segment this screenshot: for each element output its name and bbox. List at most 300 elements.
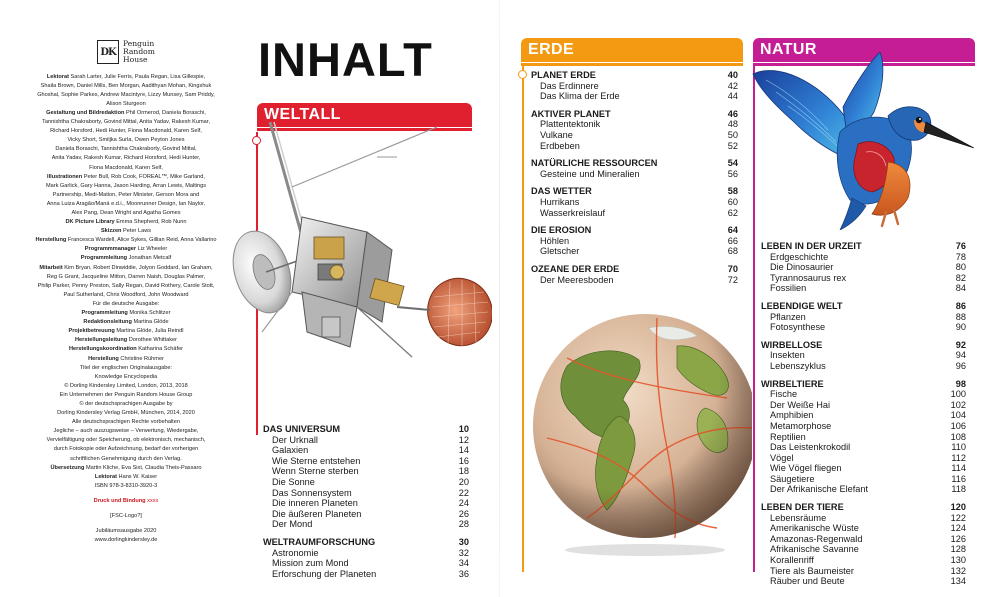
toc-page-number: 56 bbox=[727, 168, 738, 179]
imprint-line-label: Skizzen bbox=[100, 228, 122, 235]
toc-entry-title: Metamorphose bbox=[770, 420, 832, 431]
toc-page-number: 50 bbox=[727, 129, 738, 140]
toc-entry[interactable] bbox=[761, 262, 966, 273]
toc-entry-title: Amerikanische Wüste bbox=[770, 523, 859, 534]
toc-entry[interactable] bbox=[761, 442, 966, 453]
imprint-line bbox=[0, 364, 252, 373]
imprint-credits bbox=[0, 73, 252, 491]
imprint-line-text: Ein Unternehmen der Penguin Random House Group bbox=[59, 391, 193, 398]
toc-page-number: 46 bbox=[727, 108, 738, 119]
toc-chapter-title: WIRBELLOSE bbox=[761, 339, 823, 350]
toc-chapter-title: NATÜRLICHE RESSOURCEN bbox=[531, 158, 658, 169]
imprint-line-text: Martin Kliche, Eva Sixt, Claudia Theis-Passaro bbox=[85, 464, 202, 471]
imprint-line bbox=[0, 91, 252, 100]
toc-chapter-title: OZEANE DER ERDE bbox=[531, 263, 620, 274]
toc-group bbox=[761, 241, 966, 294]
toc-entry-title: Das Klima der Erde bbox=[540, 91, 620, 102]
toc-entry-title: Der Meeresboden bbox=[540, 274, 614, 285]
ring-marker-icon bbox=[518, 70, 527, 79]
imprint-line-label: DK Picture Library bbox=[65, 219, 115, 226]
toc-chapter-title: WIRBELTIERE bbox=[761, 378, 824, 389]
imprint-line bbox=[0, 409, 252, 418]
toc-entry[interactable] bbox=[263, 509, 469, 520]
toc-page-number: 60 bbox=[727, 196, 738, 207]
imprint-line bbox=[0, 236, 252, 245]
toc-chapter-entry[interactable] bbox=[531, 109, 738, 120]
fsc-placeholder: [FSC-Logo?] bbox=[110, 513, 142, 520]
toc-entry-title: Das Leistenkrokodil bbox=[770, 442, 851, 453]
imprint-line bbox=[0, 382, 252, 391]
toc-chapter-entry[interactable] bbox=[531, 158, 738, 169]
toc-entry-title: Fossilien bbox=[770, 283, 807, 294]
toc-entry[interactable] bbox=[761, 350, 966, 361]
toc-page-number: 102 bbox=[950, 399, 966, 410]
toc-entry[interactable] bbox=[531, 275, 738, 286]
toc-entry[interactable] bbox=[263, 519, 469, 530]
imprint-column bbox=[0, 40, 252, 545]
toc-chapter-entry[interactable] bbox=[761, 340, 966, 351]
toc-entry-title: Fotosynthese bbox=[770, 322, 826, 333]
imprint-line-text: Titel der englischen Originalausgabe: bbox=[79, 364, 173, 371]
toc-entry[interactable] bbox=[531, 141, 738, 152]
toc-chapter-entry[interactable] bbox=[531, 264, 738, 275]
toc-entry[interactable] bbox=[761, 400, 966, 411]
toc-entry-title: Der Urknall bbox=[272, 434, 318, 445]
toc-entry[interactable] bbox=[761, 534, 966, 545]
toc-entry-title: Amphibien bbox=[770, 410, 814, 421]
imprint-line-text: Dorling Kindersley Verlag GmbH, München, 2014, 2020 bbox=[57, 410, 195, 417]
toc-entry-title: Das Erdinnere bbox=[540, 80, 599, 91]
publisher-logo bbox=[0, 40, 252, 65]
imprint-line-text: Anna Luiza Aragão/Maná e.d.i., Moonrunner Design, Ian Naylor, bbox=[46, 200, 206, 207]
imprint-line bbox=[0, 300, 252, 309]
toc-entry-title: Pflanzen bbox=[770, 311, 806, 322]
toc-page-number: 100 bbox=[950, 389, 966, 400]
imprint-line bbox=[0, 464, 252, 473]
toc-chapter-entry[interactable] bbox=[531, 225, 738, 236]
imprint-line bbox=[0, 254, 252, 263]
penguin-random-house-wordmark: Penguin Random House bbox=[123, 39, 155, 65]
imprint-line-label: Herstellung bbox=[88, 355, 119, 362]
toc-page-number: 90 bbox=[955, 322, 966, 333]
toc-page-number: 58 bbox=[727, 186, 738, 197]
toc-page-number: 116 bbox=[951, 473, 966, 484]
imprint-line-text: schriftlichen Genehmigung durch den Verlag. bbox=[70, 455, 182, 462]
toc-entry-title: Erdgeschichte bbox=[770, 251, 829, 262]
imprint-line-text: Francesca Wardell, Alice Sykes, Gillian Reid, Anna Vallarino bbox=[67, 237, 217, 244]
imprint-line bbox=[0, 345, 252, 354]
toc-page-number: 114 bbox=[951, 463, 966, 474]
toc-page-number: 30 bbox=[458, 536, 469, 547]
toc-chapter-title: LEBEN DER TIERE bbox=[761, 502, 844, 513]
toc-page-number: 88 bbox=[955, 311, 966, 322]
toc-entry[interactable] bbox=[761, 361, 966, 372]
imprint-line-text: Katharina Schäfer bbox=[138, 346, 184, 353]
imprint-line-label: Programmleitung bbox=[80, 255, 128, 262]
imprint-line bbox=[0, 182, 252, 191]
toc-group bbox=[263, 424, 469, 530]
toc-page-number: 24 bbox=[458, 498, 469, 509]
dk-logo-icon: DK bbox=[97, 40, 119, 64]
imprint-line-text: Richard Horsford, Hedi Hunter, Fiona Macdonald, Karen Self, bbox=[50, 128, 202, 135]
toc-entry-title: Der Mond bbox=[272, 519, 313, 530]
imprint-line-text: Shaila Brown, Daniel Mills, Ben Morgan, Aadithyan Mohan, Kingshuk bbox=[40, 82, 212, 89]
imprint-line-text: Mark Garlick, Gary Hanna, Jason Harding, Arran Lewis, Maltings bbox=[45, 182, 207, 189]
toc-entry[interactable] bbox=[263, 445, 469, 456]
toc-weltall bbox=[263, 424, 469, 586]
toc-entry-title: Afrikanische Savanne bbox=[770, 544, 859, 555]
imprint-line-label: Lektorat bbox=[94, 473, 117, 480]
imprint-line-text: Dorothee Whittaker bbox=[128, 337, 177, 344]
imprint-line-text: Anita Yadav, Rakesh Kumar, Richard Horsford, Hedi Hunter, bbox=[51, 155, 201, 162]
imprint-line-text: Fiona Macdonald, Karen Self, bbox=[89, 164, 163, 171]
toc-group bbox=[531, 264, 738, 285]
section-header-natur: NATUR bbox=[753, 38, 975, 62]
toc-entry-title: Die inneren Planeten bbox=[272, 498, 358, 509]
toc-page-number: 34 bbox=[458, 558, 469, 569]
imprint-line bbox=[0, 482, 252, 491]
toc-entry[interactable] bbox=[761, 453, 966, 464]
toc-entry[interactable] bbox=[761, 566, 966, 577]
toc-entry-title: Die Sonne bbox=[272, 476, 315, 487]
toc-entry[interactable] bbox=[761, 576, 966, 587]
toc-entry[interactable] bbox=[761, 544, 966, 555]
imprint-line bbox=[0, 245, 252, 254]
imprint-line bbox=[0, 82, 252, 91]
toc-entry[interactable] bbox=[263, 498, 469, 509]
earth-globe-illustration bbox=[527, 288, 752, 558]
toc-chapter-entry[interactable] bbox=[531, 70, 738, 81]
imprint-line-label: Programmleitung bbox=[81, 310, 128, 317]
toc-entry[interactable] bbox=[531, 130, 738, 141]
imprint-line bbox=[0, 318, 252, 327]
toc-entry[interactable] bbox=[531, 246, 738, 257]
toc-entry[interactable] bbox=[761, 513, 966, 524]
toc-entry-title: Amazonas-Regenwald bbox=[770, 533, 863, 544]
toc-page-number: 48 bbox=[727, 119, 738, 130]
kingfisher-illustration bbox=[748, 52, 976, 230]
toc-entry-title: Korallenriff bbox=[770, 555, 814, 566]
imprint-line-text: Jegliche – auch auszugsweise – Verwertung, Wiedergabe, bbox=[53, 428, 199, 435]
toc-entry-title: Säugetiere bbox=[770, 473, 815, 484]
toc-chapter-entry[interactable] bbox=[761, 301, 966, 312]
imprint-line-text: Reg G Grant, Jacqueline Mitton, Darren Naish, Douglas Palmer, bbox=[46, 273, 206, 280]
toc-page-number: 52 bbox=[727, 140, 738, 151]
toc-page-number: 108 bbox=[950, 431, 966, 442]
toc-page-number: 68 bbox=[727, 246, 738, 257]
imprint-line-text: durch Fotokopie oder Aufzeichnung, bedarf der vorherigen bbox=[53, 446, 199, 453]
toc-entry-title: Astronomie bbox=[272, 547, 319, 558]
toc-entry-title: Wie Vögel fliegen bbox=[770, 463, 842, 474]
toc-entry-title: Insekten bbox=[770, 350, 805, 361]
toc-page-number: 94 bbox=[955, 350, 966, 361]
imprint-line bbox=[0, 355, 252, 364]
imprint-line-label: Gestaltung und Bildredaktion bbox=[46, 109, 125, 116]
toc-page-number: 128 bbox=[950, 544, 966, 555]
imprint-line-text: Martina Glöde, Julia Reindl bbox=[116, 328, 184, 335]
toc-entry[interactable] bbox=[531, 236, 738, 247]
toc-entry[interactable] bbox=[263, 466, 469, 477]
print-credit: Druck und Bindung xxxx bbox=[93, 497, 159, 504]
toc-entry-title: Der Weiße Hai bbox=[770, 399, 831, 410]
section-rule-erde bbox=[522, 66, 524, 572]
toc-entry[interactable] bbox=[531, 169, 738, 180]
toc-page-number: 84 bbox=[955, 283, 966, 294]
imprint-line-label: Illustrationen bbox=[47, 173, 83, 180]
toc-group bbox=[761, 502, 966, 587]
toc-entry[interactable] bbox=[263, 435, 469, 446]
toc-page-number: 118 bbox=[951, 484, 966, 495]
toc-page-number: 134 bbox=[950, 576, 966, 587]
toc-group bbox=[761, 340, 966, 372]
toc-entry[interactable] bbox=[531, 208, 738, 219]
imprint-line-text: Vicky Short, Smiljka Surla, Owen Peyton Jones bbox=[67, 137, 185, 144]
toc-page-number: 40 bbox=[727, 70, 738, 80]
imprint-line-text: Hans W. Kaiser bbox=[118, 473, 158, 480]
toc-page-number: 110 bbox=[951, 442, 966, 453]
toc-entry-title: Wie Sterne entstehen bbox=[272, 455, 361, 466]
imprint-line-text: Emma Shepherd, Rob Nunn bbox=[116, 219, 187, 226]
imprint-line-text: Sarah Larter, Julie Ferris, Paula Regan, Lisa Gillespie, bbox=[70, 73, 206, 80]
toc-entry[interactable] bbox=[263, 558, 469, 569]
imprint-line bbox=[0, 73, 252, 82]
toc-entry[interactable] bbox=[761, 273, 966, 284]
page-gutter bbox=[499, 0, 500, 597]
website-link[interactable]: www.dorlingkindersley.de bbox=[94, 537, 158, 544]
imprint-line bbox=[0, 164, 252, 173]
toc-page-number: 80 bbox=[955, 262, 966, 273]
toc-chapter-title: LEBEN IN DER URZEIT bbox=[761, 241, 862, 251]
imprint-line-text: Daniela Boraschi, Tannishtha Chakraborty, Govind Mittal, bbox=[55, 146, 197, 153]
imprint-line-label: Redaktionsleitung bbox=[83, 319, 132, 326]
toc-entry[interactable] bbox=[263, 569, 469, 580]
imprint-line bbox=[0, 418, 252, 427]
toc-group bbox=[531, 70, 738, 102]
toc-group bbox=[263, 537, 469, 579]
imprint-line-text: Paul Sutherland, Chris Woodford, John Woodward bbox=[63, 291, 189, 298]
imprint-line bbox=[0, 264, 252, 273]
imprint-line-text: Christine Rühmer bbox=[120, 355, 164, 362]
toc-entry[interactable] bbox=[761, 555, 966, 566]
toc-page-number: 26 bbox=[458, 508, 469, 519]
toc-entry-title: Hurrikans bbox=[540, 196, 580, 207]
toc-page-number: 42 bbox=[727, 80, 738, 91]
toc-page-number: 124 bbox=[950, 523, 966, 534]
toc-page-number: 72 bbox=[727, 274, 738, 285]
toc-erde bbox=[531, 70, 738, 292]
imprint-line bbox=[0, 445, 252, 454]
section-header-erde: ERDE bbox=[521, 38, 743, 62]
toc-chapter-title: AKTIVER PLANET bbox=[531, 108, 611, 119]
imprint-line-text: Phil Ormerod, Daniela Boraschi, bbox=[125, 109, 206, 116]
toc-entry[interactable] bbox=[531, 91, 738, 102]
toc-entry-title: Das Sonnensystem bbox=[272, 487, 352, 498]
toc-page-number: 106 bbox=[950, 420, 966, 431]
imprint-line-label: Herstellungskoordination bbox=[68, 346, 137, 353]
toc-page-number: 86 bbox=[955, 300, 966, 311]
toc-entry[interactable] bbox=[531, 119, 738, 130]
toc-page-number: 92 bbox=[955, 339, 966, 350]
toc-page-number: 78 bbox=[955, 251, 966, 262]
spacecraft-illustration bbox=[222, 122, 492, 417]
toc-entry[interactable] bbox=[531, 197, 738, 208]
toc-entry-title: Der Afrikanische Elefant bbox=[770, 484, 869, 495]
toc-page-number: 66 bbox=[727, 235, 738, 246]
toc-natur bbox=[761, 241, 966, 594]
imprint-line bbox=[0, 218, 252, 227]
page-title: INHALT bbox=[258, 33, 433, 86]
toc-entry-title: Plattentektonik bbox=[540, 119, 601, 130]
toc-page-number: 12 bbox=[458, 434, 469, 445]
imprint-line-label: Herstellungsleitung bbox=[75, 337, 128, 344]
toc-chapter-entry[interactable] bbox=[761, 379, 966, 390]
toc-chapter-entry[interactable] bbox=[761, 241, 966, 252]
toc-page-number: 44 bbox=[727, 91, 738, 102]
toc-page-number: 132 bbox=[950, 565, 966, 576]
toc-entry[interactable] bbox=[263, 477, 469, 488]
toc-entry[interactable] bbox=[761, 432, 966, 443]
imprint-line bbox=[0, 209, 252, 218]
imprint-line bbox=[0, 200, 252, 209]
imprint-line-text: Liz Wheeler bbox=[137, 246, 168, 253]
toc-page-number: 22 bbox=[458, 487, 469, 498]
toc-group bbox=[761, 301, 966, 333]
imprint-line-text: Jonathan Metcalf bbox=[128, 255, 172, 262]
imprint-line bbox=[0, 291, 252, 300]
imprint-line bbox=[0, 109, 252, 118]
toc-chapter-title: DIE EROSION bbox=[531, 225, 592, 236]
toc-entry[interactable] bbox=[531, 81, 738, 92]
imprint-line-text: Alex Pang, Dean Wright and Agatha Gomes bbox=[71, 210, 181, 217]
toc-entry[interactable] bbox=[761, 484, 966, 495]
toc-entry[interactable] bbox=[761, 410, 966, 421]
toc-entry-title: Vögel bbox=[770, 452, 794, 463]
toc-page-number: 122 bbox=[950, 512, 966, 523]
imprint-line bbox=[0, 154, 252, 163]
toc-entry-title: Die Dinosaurier bbox=[770, 262, 834, 273]
toc-entry-title: Tiere als Baumeister bbox=[770, 565, 854, 576]
toc-entry[interactable] bbox=[761, 283, 966, 294]
toc-page-number: 62 bbox=[727, 207, 738, 218]
imprint-line-text: Kim Bryan, Robert Dinwiddie, Jolyon Goddard, Ian Graham, bbox=[64, 264, 213, 271]
imprint-line-text: Vervielfältigung oder Speicherung, ob elektronisch, mechanisch, bbox=[46, 437, 206, 444]
imprint-line bbox=[0, 127, 252, 136]
imprint-line bbox=[0, 455, 252, 464]
imprint-line-label: Übersetzung bbox=[50, 464, 85, 471]
toc-page-number: 54 bbox=[727, 158, 738, 169]
toc-chapter-title: PLANET ERDE bbox=[531, 70, 596, 80]
imprint-line-text: Martina Glöde bbox=[133, 319, 169, 326]
toc-entry[interactable] bbox=[761, 463, 966, 474]
imprint-line-text: © Dorling Kindersley Limited, London, 2013, 2018 bbox=[64, 382, 188, 389]
toc-page-number: 98 bbox=[955, 378, 966, 389]
toc-entry-title: Lebenszyklus bbox=[770, 360, 826, 371]
imprint-line-text: Philip Parker, Penny Preston, Sally Regan, David Rothery, Carole Stott, bbox=[37, 282, 215, 289]
imprint-line bbox=[0, 173, 252, 182]
toc-page-number: 36 bbox=[458, 568, 469, 579]
toc-group bbox=[531, 225, 738, 257]
toc-page-number: 70 bbox=[727, 263, 738, 274]
toc-page-number: 112 bbox=[951, 452, 966, 463]
toc-entry-title: Gletscher bbox=[540, 246, 580, 257]
imprint-line-text: Monika Schlitzer bbox=[129, 310, 171, 317]
toc-page-number: 126 bbox=[950, 533, 966, 544]
imprint-line bbox=[0, 436, 252, 445]
toc-entry-title: Mission zum Mond bbox=[272, 558, 349, 569]
toc-chapter-title: LEBENDIGE WELT bbox=[761, 300, 843, 311]
toc-entry[interactable] bbox=[761, 322, 966, 333]
imprint-line-text: Tannishtha Chakraborty, Govind Mittal, Anita Yadav, Rakesh Kumar, bbox=[42, 119, 210, 126]
toc-page-number: 76 bbox=[955, 241, 966, 251]
imprint-line-label: Mitarbeit bbox=[39, 264, 63, 271]
imprint-line-text: Für die deutsche Ausgabe: bbox=[92, 300, 160, 307]
toc-page-number: 16 bbox=[458, 455, 469, 466]
imprint-line-label: Projektbetreuung bbox=[68, 328, 115, 335]
toc-entry-title: Wenn Sterne sterben bbox=[272, 466, 359, 477]
toc-group bbox=[761, 379, 966, 496]
toc-entry[interactable] bbox=[761, 252, 966, 263]
imprint-line bbox=[0, 400, 252, 409]
imprint-line bbox=[0, 136, 252, 145]
imprint-line bbox=[0, 191, 252, 200]
imprint-line-text: Peter Bull, Rob Cook, FOREAL™, Mike Garland, bbox=[83, 173, 205, 180]
toc-entry-title: Räuber und Beute bbox=[770, 576, 845, 587]
toc-group bbox=[531, 158, 738, 179]
toc-chapter-entry[interactable] bbox=[263, 424, 469, 435]
toc-page-number: 64 bbox=[727, 225, 738, 236]
toc-entry-title: Wasserkreislauf bbox=[540, 207, 606, 218]
toc-entry[interactable] bbox=[761, 312, 966, 323]
toc-page-number: 104 bbox=[950, 410, 966, 421]
imprint-line bbox=[0, 282, 252, 291]
toc-entry[interactable] bbox=[761, 523, 966, 534]
imprint-line-text: Knowledge Encyclopedia bbox=[94, 373, 158, 380]
toc-entry-title: Erdbeben bbox=[540, 140, 580, 151]
imprint-line bbox=[0, 273, 252, 282]
toc-chapter-entry[interactable] bbox=[263, 537, 469, 548]
imprint-line bbox=[0, 227, 252, 236]
toc-group bbox=[531, 186, 738, 218]
toc-page-number: 32 bbox=[458, 547, 469, 558]
toc-entry-title: Höhlen bbox=[540, 235, 570, 246]
toc-entry[interactable] bbox=[263, 456, 469, 467]
toc-entry-title: Fische bbox=[770, 389, 798, 400]
imprint-line bbox=[0, 145, 252, 154]
imprint-line-label: Lektorat bbox=[46, 73, 69, 80]
imprint-line bbox=[0, 336, 252, 345]
toc-entry[interactable] bbox=[761, 389, 966, 400]
toc-chapter-entry[interactable] bbox=[761, 502, 966, 513]
toc-entry-title: Erforschung der Planeten bbox=[272, 568, 377, 579]
toc-entry[interactable] bbox=[263, 548, 469, 559]
toc-chapter-title: WELTRAUMFORSCHUNG bbox=[263, 536, 376, 547]
imprint-line bbox=[0, 100, 252, 109]
toc-page-number: 82 bbox=[955, 272, 966, 283]
toc-entry-title: Gesteine und Mineralien bbox=[540, 168, 640, 179]
toc-entry[interactable] bbox=[263, 488, 469, 499]
imprint-line-text: Alle deutschsprachigen Rechte vorbehalten bbox=[72, 419, 180, 426]
toc-chapter-entry[interactable] bbox=[531, 186, 738, 197]
toc-page-number: 130 bbox=[950, 555, 966, 566]
toc-entry-title: Die äußeren Planeten bbox=[272, 508, 362, 519]
toc-page-number: 96 bbox=[955, 360, 966, 371]
toc-entry-title: Lebensräume bbox=[770, 512, 827, 523]
toc-entry[interactable] bbox=[761, 474, 966, 485]
toc-entry-title: Vulkane bbox=[540, 129, 573, 140]
toc-entry[interactable] bbox=[761, 421, 966, 432]
toc-entry-title: Tyrannosaurus rex bbox=[770, 272, 847, 283]
imprint-line-text: Ghoshal, Sophie Parkes, Andrew Macintyre, Lizzy Munsey, Sam Priddy, bbox=[37, 91, 215, 98]
